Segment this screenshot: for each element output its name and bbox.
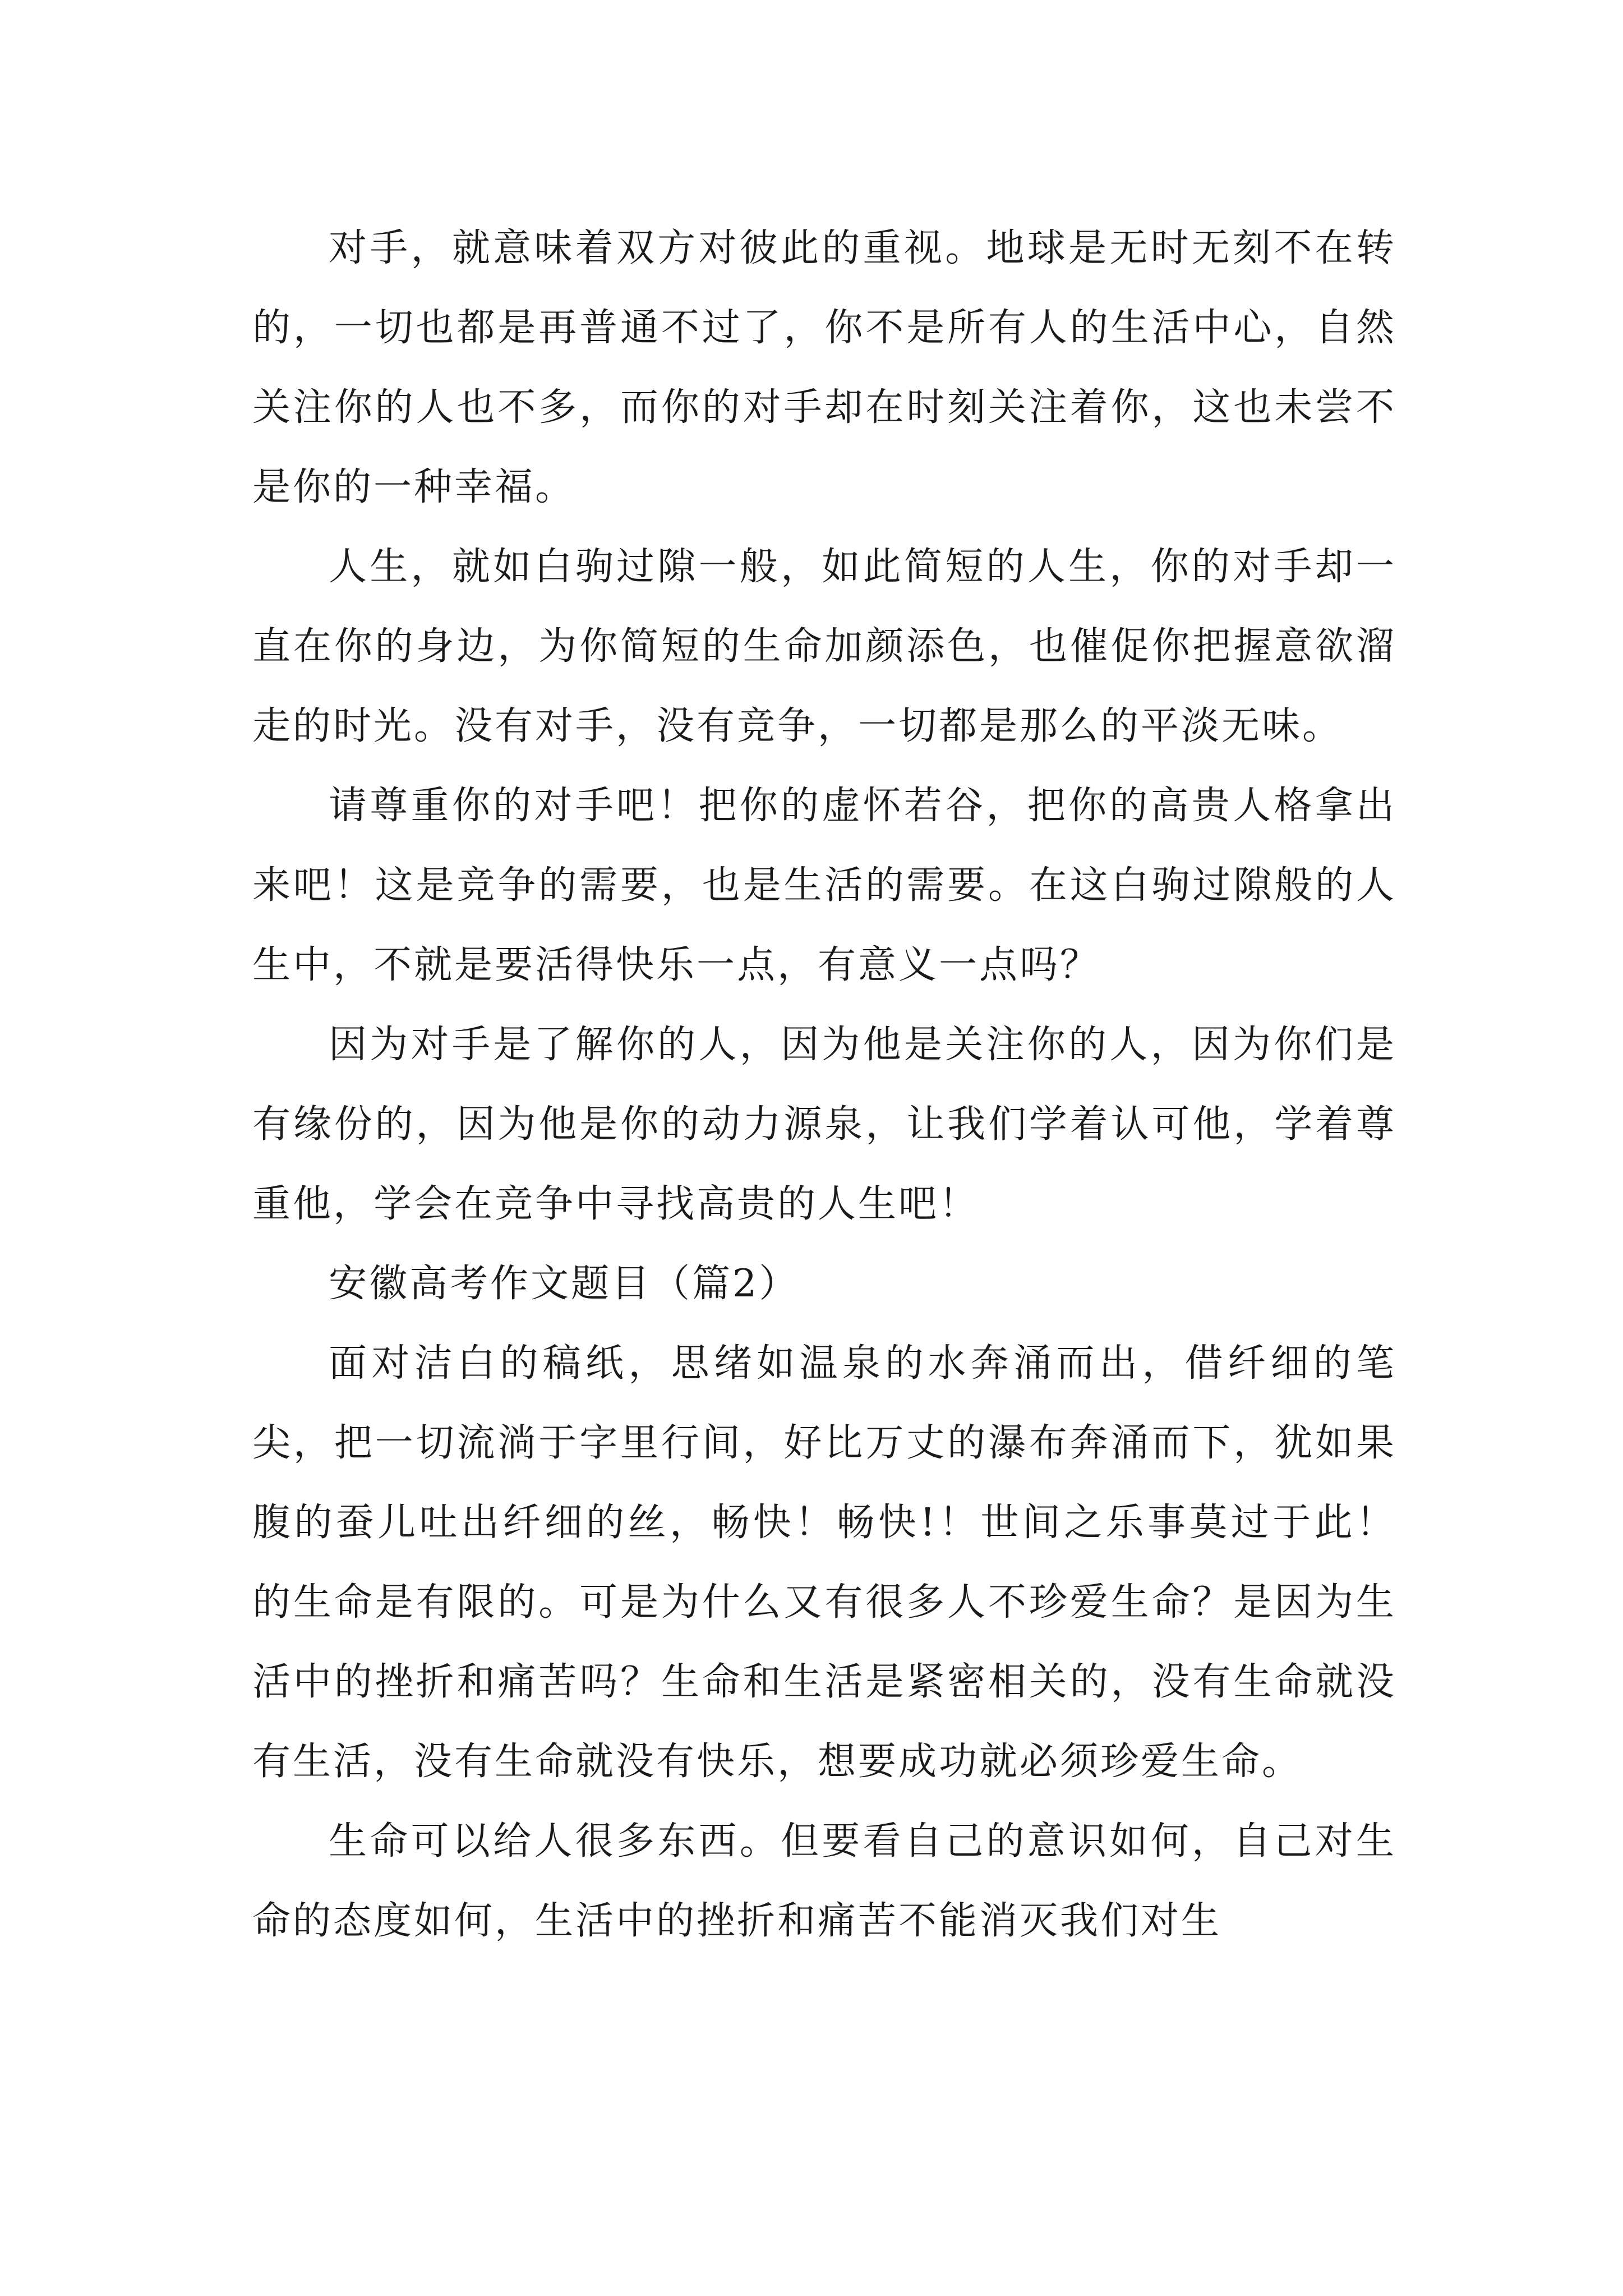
section-paragraph-2: 生命可以给人很多东西。但要看自己的意识如何，自己对生命的态度如何，生活中的挫折和痛苦不能消灭我们对生	[252, 1819, 1396, 1943]
document-body	[252, 209, 1396, 1961]
paragraph-2: 人生，就如白驹过隙一般，如此简短的人生，你的对手却一直在你的身边，为你简短的生命加颜添色，也催促你把握意欲溜走的时光。没有对手，没有竞争，一切都是那么的平淡无味。	[252, 545, 1396, 748]
paragraph-3: 请尊重你的对手吧！把你的虚怀若谷，把你的高贵人格拿出来吧！这是竞争的需要，也是生活的需要。在这白驹过隙般的人生中，不就是要活得快乐一点，有意义一点吗？	[252, 784, 1396, 987]
section-paragraph-1: 面对洁白的稿纸，思绪如温泉的水奔涌而出，借纤细的笔尖，把一切流淌于字里行间，好比万丈的瀑布奔涌而下，犹如果腹的蚕儿吐出纤细的丝，畅快！畅快!！世间之乐事莫过于此！的生命是有限的。可是为什么又有很多人不珍爱生命？是因为生活中的挫折和痛苦吗？生命和生活是紧密相关的，没有生命就没有生活，没有生命就没有快乐，想要成功就必须珍爱生命。	[252, 1341, 1396, 1784]
section-heading: 安徽高考作文题目（篇2）	[329, 1262, 800, 1306]
paragraph-1: 对手，就意味着双方对彼此的重视。地球是无时无刻不在转的，一切也都是再普通不过了，你不是所有人的生活中心，自然关注你的人也不多，而你的对手却在时刻关注着你，这也未尝不是你的一种幸福。	[252, 226, 1396, 509]
paragraph-4: 因为对手是了解你的人，因为他是关注你的人，因为你们是有缘份的，因为他是你的动力源泉，让我们学着认可他，学着尊重他，学会在竞争中寻找高贵的人生吧！	[252, 1023, 1396, 1226]
